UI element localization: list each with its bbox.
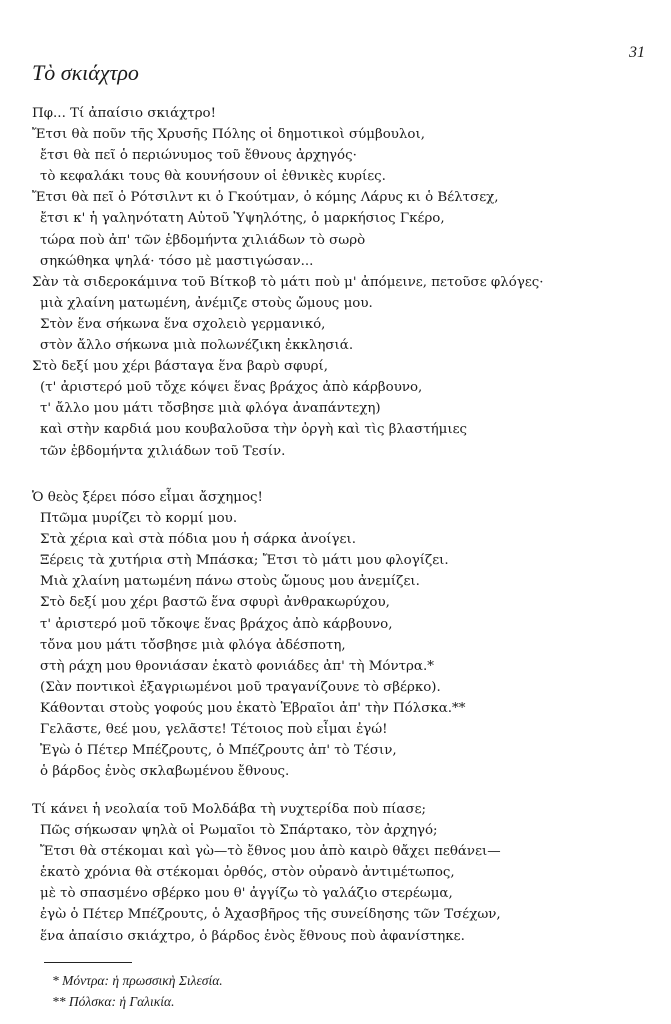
poem-title: Τὸ σκιάχτρο bbox=[32, 60, 139, 85]
poem-line: (Σὰν ποντικοὶ ἐξαγριωμένοι μοῦ τραγανίζουνε τὸ σβέρκο). bbox=[40, 679, 441, 695]
footnote: * Μόντρα: ἡ πρωσσικὴ Σιλεσία. bbox=[52, 973, 223, 988]
poem-line: Ξέρεις τὰ χυτήρια στὴ Μπάσκα; Ἔτσι τὸ μάτι μου φλογίζει. bbox=[40, 553, 449, 569]
poem-line: ὁ βάρδος ἑνὸς σκλαβωμένου ἔθνους. bbox=[40, 764, 290, 780]
poem-line: Γελᾶστε, θεέ μου, γελᾶστε! Τέτοιος ποὺ εἶμαι ἐγώ! bbox=[40, 722, 388, 738]
page-number: 31 bbox=[629, 44, 645, 61]
poem-line: ἑκατὸ χρόνια θὰ στέκομαι ὀρθός, στὸν οὐρανὸ ἀντιμέτωπος, bbox=[40, 865, 455, 881]
stanza-3 bbox=[32, 799, 501, 947]
footnotes bbox=[52, 970, 223, 1012]
footnote: ** Πόλσκα: ἡ Γαλικία. bbox=[52, 994, 175, 1009]
poem-line: Μιὰ χλαίνη ματωμένη πάνω στοὺς ὤμους μου ἀνεμίζει. bbox=[40, 574, 420, 590]
poem-line: τώρα ποὺ ἀπ' τῶν ἑβδομήντα χιλιάδων τὸ σωρὸ bbox=[40, 232, 366, 248]
poem-line: Στὸ δεξί μου χέρι βαστῶ ἕνα σφυρὶ ἀνθρακωρύχου, bbox=[40, 595, 390, 611]
footnote-divider bbox=[44, 962, 132, 963]
poem-line: μιὰ χλαίνη ματωμένη, ἀνέμιζε στοὺς ὤμους μου. bbox=[40, 295, 373, 311]
poem-line: Πῶς σήκωσαν ψηλὰ οἱ Ρωμαῖοι τὸ Σπάρτακο, τὸν ἀρχηγό; bbox=[40, 823, 438, 839]
stanza-2 bbox=[32, 487, 465, 782]
poem-line: Κάθονται στοὺς γοφούς μου ἑκατὸ Ἑβραῖοι ἀπ' τὴν Πόλσκα.** bbox=[40, 700, 466, 716]
poem-line: Πφ... Τί ἀπαίσιο σκιάχτρο! bbox=[32, 106, 217, 121]
poem-line: τ' ἄλλο μου μάτι τὄσβησε μιὰ φλόγα ἀναπάντεχη) bbox=[40, 401, 381, 417]
poem-line: Στὰ χέρια καὶ στὰ πόδια μου ἡ σάρκα ἀνοίγει. bbox=[40, 532, 356, 548]
poem-line: στὸν ἄλλο σήκωνα μιὰ πολωνέζικη ἐκκλησιά. bbox=[40, 338, 354, 354]
poem-line: (τ' ἀριστερό μοῦ τὄχε κόψει ἕνας βράχος ἀπὸ κάρβουνο, bbox=[40, 380, 423, 396]
poem-line: ἐγὼ ὁ Πέτερ Μπέζρουτς, ὁ Ἀχασβῆρος τῆς συνείδησης τῶν Τσέχων, bbox=[40, 907, 501, 923]
poem-line: Ὁ θεὸς ξέρει πόσο εἶμαι ἄσχημος! bbox=[32, 490, 263, 505]
poem-line: Ἐγὼ ὁ Πέτερ Μπέζρουτς, ὁ Μπέζρουτς ἀπ' τὸ Τέσιν, bbox=[40, 743, 397, 759]
poem-line: ἔτσι θὰ πεῖ ὁ περιώνυμος τοῦ ἔθνους ἀρχηγός· bbox=[40, 148, 357, 164]
poem-line: ἕνα ἀπαίσιο σκιάχτρο, ὁ βάρδος ἑνὸς ἔθνους ποὺ ἀφανίστηκε. bbox=[40, 928, 465, 944]
poem-line: τ' ἀριστερό μοῦ τὄκοψε ἕνας βράχος ἀπὸ κάρβουνο, bbox=[40, 616, 393, 632]
poem-line: σηκώθηκα ψηλά· τόσο μὲ μαστιγώσαν... bbox=[40, 253, 314, 269]
poem-line: Τί κάνει ἡ νεολαία τοῦ Μολδάβα τὴ νυχτερίδα ποὺ πίασε; bbox=[32, 802, 427, 817]
poem-line: Ἔτσι θὰ ποῦν τῆς Χρυσῆς Πόλης οἱ δημοτικοὶ σύμβουλοι, bbox=[32, 127, 425, 143]
poem-line: ἔτσι κ' ἡ γαληνότατη Αὐτοῦ Ὑψηλότης, ὁ μαρκήσιος Γκέρο, bbox=[40, 211, 445, 227]
poem-line: Σὰν τὰ σιδεροκάμινα τοῦ Βίτκοβ τὸ μάτι ποὺ μ' ἀπόμεινε, πετοῦσε φλόγες· bbox=[32, 274, 544, 290]
poem-line: τὄνα μου μάτι τὄσβησε μιὰ φλόγα ἀδέσποτη, bbox=[40, 637, 346, 653]
stanza-1 bbox=[32, 103, 544, 462]
poem-line: τῶν ἑβδομήντα χιλιάδων τοῦ Τεσίν. bbox=[40, 443, 286, 459]
poem-line: Στὸ δεξί μου χέρι βάσταγα ἕνα βαρὺ σφυρί, bbox=[32, 359, 329, 375]
poem-line: Στὸν ἕνα σήκωνα ἕνα σχολειὸ γερμανικό, bbox=[40, 316, 326, 332]
poem-line: μὲ τὸ σπασμένο σβέρκο μου θ' ἀγγίζω τὸ γαλάζιο στερέωμα, bbox=[40, 886, 453, 902]
poem-line: καὶ στὴν καρδιά μου κουβαλοῦσα τὴν ὀργὴ καὶ τὶς βλαστήμιες bbox=[40, 422, 468, 438]
poem-line: στὴ ράχη μου θρονιάσαν ἑκατὸ φονιάδες ἀπ' τὴ Μόντρα.* bbox=[40, 658, 434, 674]
poem-line: Ἔτσι θὰ πεῖ ὁ Ρότσιλντ κι ὁ Γκούτμαν, ὁ κόμης Λάρυς κι ὁ Βέλτσεχ, bbox=[32, 190, 499, 206]
poem-line: Ἔτσι θὰ στέκομαι καὶ γὼ—τὸ ἔθνος μου ἀπὸ καιρὸ θἄχει πεθάνει— bbox=[40, 844, 501, 860]
poem-line: τὸ κεφαλάκι τους θὰ κουνήσουν οἱ ἐθνικὲς κυρίες. bbox=[40, 169, 386, 185]
poem-line: Πτῶμα μυρίζει τὸ κορμί μου. bbox=[40, 511, 238, 527]
